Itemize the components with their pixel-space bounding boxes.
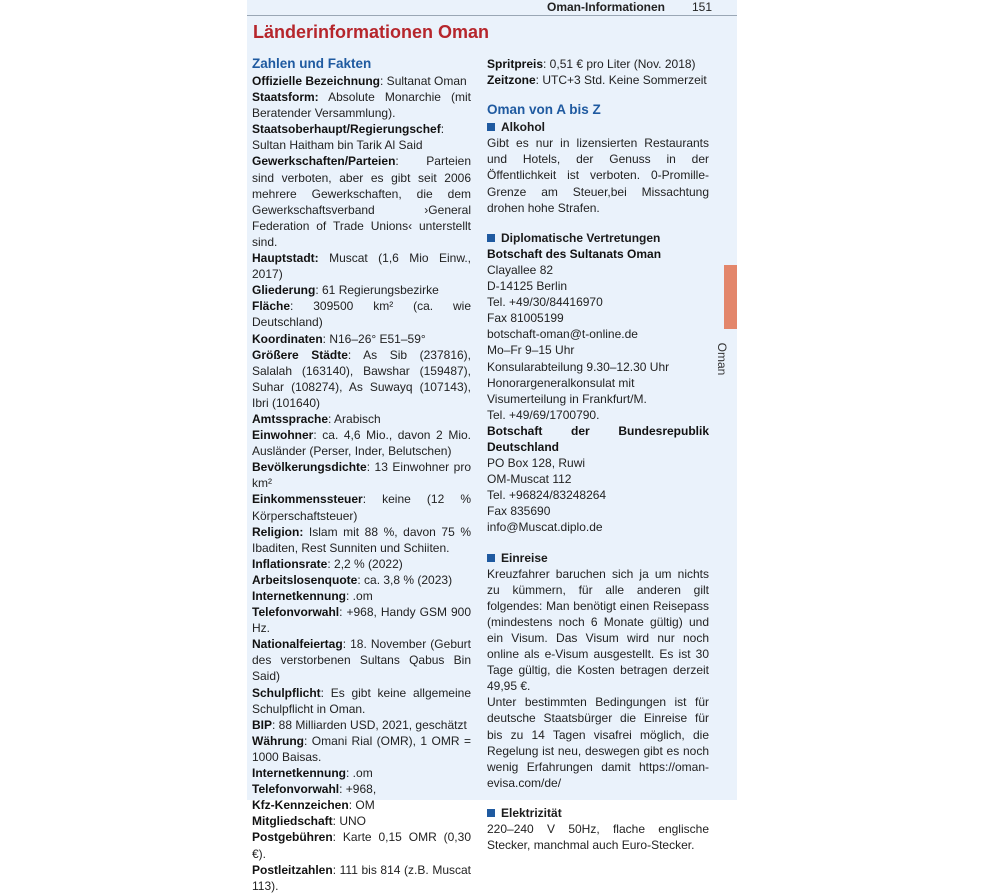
entry-text-einreise: Kreuzfahrer baruchen sich ja um nichts zu kümmern, für alle anderen gilt folgendes: Man benötigt einen Reisepass (mindestens noch 6 Monate gültig) und ein Visum. Das Visum wird nur noch online als e-Visum ausgestellt. Es ist 30 Tage gültig, die Kosten betragen derzeit 49,95 €. [487,566,709,694]
fact-item [252,459,471,491]
chapter-tab [724,265,737,329]
fact-value: : ca. 3,8 % (2023) [357,572,453,587]
fact-value: : Karte 0,15 OMR (0,30 €). [252,830,471,861]
fact-value: : .om [346,766,373,781]
fact-value: : Sultanat Oman [380,74,467,88]
fact-value: : .om [346,589,373,603]
fact-value: : ca. 4,6 Mio., davon 2 Mio. Ausländer (Perser, Inder, Belutschen) [252,428,471,459]
fact-value: : 0,51 € pro Liter (Nov. 2018) [543,57,696,71]
fact-value: : 13 Einwohner pro km² [252,460,471,491]
left-column [252,56,471,894]
fact-label: Gliederung [252,283,316,298]
fact-label: Einkommenssteuer [252,492,363,507]
fact-label: BIP [252,717,273,732]
book-page [247,0,737,893]
fact-item [252,298,471,330]
fact-item [487,72,709,88]
embassy-oman-name: Botschaft des Sultanats Oman [487,246,662,261]
fact-label: Staatsform: [252,90,319,105]
address-line: Fax 81005199 [487,311,564,326]
fact-value: : Omani Rial (OMR), 1 OMR = 1000 Baisas. [252,733,471,764]
fact-label: Internetkennung [252,766,347,781]
fact-item [252,524,471,556]
fact-item [252,717,471,733]
fact-item [252,153,471,250]
fact-item [252,685,471,717]
fact-label: Nationalfeiertag [252,637,343,652]
section-heading-facts: Zahlen und Fakten [252,56,372,71]
fact-label: Amtssprache [252,411,329,426]
chapter-side-label: Oman [715,342,729,376]
address-line: Tel. +96824/83248264 [487,488,607,503]
fact-item [252,73,471,89]
fact-item [252,604,471,636]
entry-title-diplomatie: Diplomatische Vertretungen [487,230,709,246]
fact-item [252,347,471,411]
section-heading-a-to-z: Oman von A bis Z [487,102,601,118]
embassy-de-address [487,455,709,535]
entry-title-elektrizitaet: Elektrizität [487,805,709,821]
fact-value: : 61 Regierungsbezirke [315,283,439,298]
address-line: Tel. +49/30/84416970 [487,295,603,310]
entry-title-einreise: Einreise [487,550,709,566]
embassy-de-name: Botschaft der Bundesrepublik Deutschland [487,423,709,454]
fact-item [252,636,471,684]
fact-label: Währung [252,733,304,748]
square-bullet-icon [487,234,495,242]
fact-item [252,829,471,861]
fact-label: Internetkennung [252,589,347,603]
fact-value: Islam mit 88 %, davon 75 % Ibaditen, Rest Sunniten und Schiiten. [252,524,471,555]
fact-item [252,572,471,588]
right-column [487,56,709,853]
fact-item [252,765,471,781]
entry-text-elektrizitaet: 220–240 V 50Hz, flache englische Stecker, manchmal auch Euro-Stecker. [487,822,709,853]
address-line: Honorargeneralkonsulat mit Visumerteilung in Frankfurt/M. [487,375,647,406]
fact-value: : 309500 km² (ca. wie Deutschland) [252,299,471,330]
fact-value: : Arabisch [328,411,381,426]
fact-value: Muscat (1,6 Mio Einw., 2017) [252,251,471,282]
address-line: PO Box 128, Ruwi [487,456,586,471]
square-bullet-icon [487,809,495,817]
fact-label: Zeitzone [487,73,536,88]
page-number: 151 [692,0,713,14]
fact-label: Staatsoberhaupt/Regierungschef [252,122,441,137]
fact-label: Postleitzahlen [252,862,333,877]
running-header: Oman-Informationen [547,0,666,14]
fact-item [252,250,471,282]
fact-label: Arbeitslosenquote [252,572,358,587]
fact-item [252,491,471,523]
fact-item [487,56,709,72]
fact-label: Bevölkerungsdichte [252,460,367,475]
fact-value: : 18. November (Geburt des verstorbenen Sultans Qabus Bin Said) [252,637,471,684]
fact-value: Absolute Monarchie (mit Beratender Versammlung). [252,90,471,121]
fact-label: Koordinaten [252,331,323,346]
fact-value: : keine (12 % Körperschaftsteuer) [252,492,471,523]
fact-label: Gewerkschaften/Parteien [252,154,396,169]
fact-value: : Es gibt keine allgemeine Schulpflicht in Oman. [252,685,471,716]
address-line: Konsularabteilung 9.30–12.30 Uhr [487,359,670,374]
fact-label: Größere Städte [252,347,348,362]
address-line: Mo–Fr 9–15 Uhr [487,343,575,358]
address-line: Clayallee 82 [487,262,554,277]
fact-label: Offizielle Bezeichnung [252,74,381,88]
fact-item [252,89,471,121]
address-line: Fax 835690 [487,504,551,519]
fact-value: : N16–26° E51–59° [322,331,426,346]
address-line: Tel. +49/69/1700790. [487,407,600,422]
fact-value: : UTC+3 Std. Keine Sommerzeit [535,73,707,88]
fact-value: : +968, [339,782,377,797]
facts-list [252,73,471,894]
fact-label: Fläche [252,299,291,314]
address-line: OM-Muscat 112 [487,472,572,487]
fact-label: Telefonvorwahl [252,782,340,797]
fact-value: : Parteien sind verboten, aber es gibt seit 2006 mehrere Gewerkschaften, die dem Gewerkschaftsverband ›General Federation of Trade Unions‹ unterstellt sind. [252,154,471,249]
page-title: Länderinformationen Oman [253,22,490,42]
entry-text-alkohol: Gibt es nur in lizensierten Restaurants und Hotels, der Genuss in der Öffentlichkeit ist verboten. 0-Promille-Grenze am Steuer,bei Missachtung drohen hohe Strafen. [487,136,709,215]
fact-label: Telefonvorwahl [252,605,340,620]
fact-value: : 88 Milliarden USD, 2021, geschätzt [272,717,467,732]
fact-label: Kfz-Kennzeichen [252,798,349,813]
fact-label: Mitgliedschaft [252,814,333,829]
entry-title-alkohol: Alkohol [487,119,709,135]
fact-item [252,733,471,765]
fact-item [252,797,471,813]
fact-item [252,781,471,797]
address-line: info@Muscat.diplo.de [487,520,603,535]
square-bullet-icon [487,554,495,562]
fact-item [252,282,471,298]
fact-label: Inflationsrate [252,556,328,571]
fact-value: : UNO [332,814,367,829]
fact-value: : 111 bis 814 (z.B. Muscat 113). [252,862,471,893]
fact-value: : As Sib (237816), Salalah (163140), Bawshar (159487), Suhar (108274), As Suwayq (107143), Ibri (101640) [252,347,471,410]
fact-item [252,121,471,153]
fact-item [252,588,471,604]
header-rule [247,15,737,16]
address-line: D-14125 Berlin [487,279,568,294]
fact-label: Postgebühren [252,830,333,845]
fact-value: : Sultan Haitham bin Tarik Al Said [252,122,445,153]
fact-value: : OM [348,798,375,813]
fact-item [252,411,471,427]
fact-label: Schulpflicht [252,685,321,700]
fact-item [252,331,471,347]
embassy-oman-address [487,262,709,423]
fact-item [252,427,471,459]
fact-label: Spritpreis [487,57,544,71]
fact-item [252,556,471,572]
fact-label: Hauptstadt: [252,251,319,266]
facts-list-top [487,56,709,88]
square-bullet-icon [487,123,495,131]
fact-item [252,862,471,894]
entry-text-einreise-2: Unter bestimmten Bedingungen ist für deutsche Staatsbürger die Einreise für bis zu 14 Tagen visafrei möglich, die Regelung ist neu, deswegen gibt es noch wenig Erfahrungen damit https://oman-evisa.com/de/ [487,695,709,790]
fact-value: : +968, Handy GSM 900 Hz. [252,605,471,636]
address-line: botschaft-oman@t-online.de [487,327,638,342]
fact-item [252,813,471,829]
fact-label: Religion: [252,524,304,539]
fact-value: : 2,2 % (2022) [327,556,403,571]
fact-label: Einwohner [252,428,314,443]
